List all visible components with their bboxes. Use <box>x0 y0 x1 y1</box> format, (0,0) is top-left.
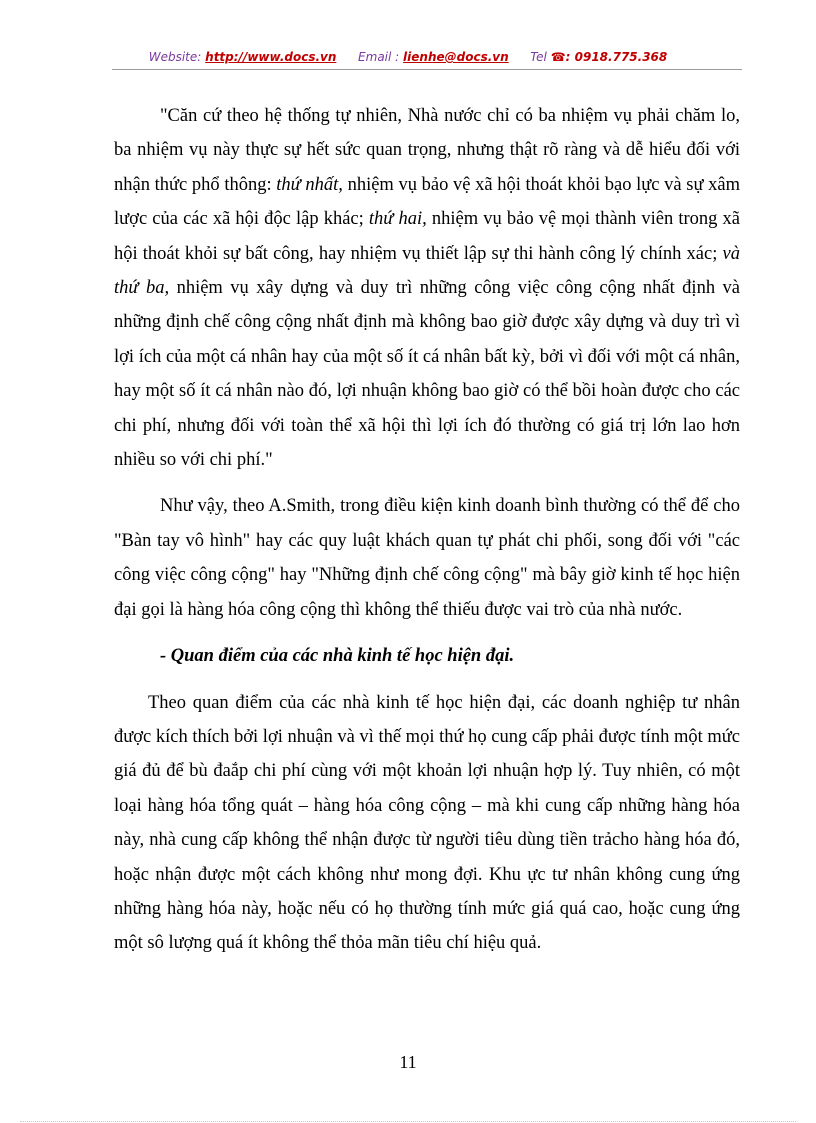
emphasis-second: thứ hai, <box>368 209 427 230</box>
email-link[interactable]: lienhe@docs.vn <box>403 50 509 64</box>
header-divider <box>112 69 742 70</box>
emphasis-third: và thứ ba, <box>114 243 740 299</box>
phone-icon: ☎ <box>550 50 566 64</box>
modern-view-paragraph: Theo quan điểm của các nhà kinh tế học hiện đại, các doanh nghiệp tư nhân được kích thích bởi lợi nhuận và vì thế mọi thứ họ cung cấp phải được tính một mức giá đủ để bù đaắp chi phí cùng với một khoản lợi nhuận hợp lý. Tuy nhiên, có một loại hàng hóa tổng quát – hàng hóa công cộng – mà khi cung cấp những hàng hóa này, nhà cung cấp không thể nhận được từ người tiêu dùng tiền trảcho hàng hóa đó, hoặc nhận được một cách không như mong đợi. Khu ực tư nhân không cung ứng những hàng hóa này, hoặc nếu có họ thường tính mức giá quá cao, hoặc cung ứng một sô lượng quá ít không thể thỏa mãn tiêu chí hiệu quả. <box>114 692 740 954</box>
tel-value: : 0918.775.368 <box>565 50 668 64</box>
emphasis-first: thứ nhất, <box>276 174 343 195</box>
website-label: Website: <box>148 50 202 64</box>
page-number: 11 <box>399 1052 417 1072</box>
document-body <box>114 99 740 961</box>
tel-label: Tel <box>530 50 547 64</box>
footer-divider <box>20 1121 796 1122</box>
quote-paragraph: "Căn cứ theo hệ thống tự nhiên, Nhà nước chỉ có ba nhiệm vụ phải chăm lo, ba nhiệm vụ này thực sự hết sức quan trọng, nhưng thật rõ ràng và dễ hiểu đối với nhận thức phổ thông: thứ nhất, nhiệm vụ bảo vệ xã hội thoát khỏi bạo lực và sự xâm lược của các xã hội độc lập khác; thứ hai, nhiệm vụ bảo vệ mọi thành viên trong xã hội thoát khỏi sự bất công, hay nhiệm vụ thiết lập sự thi hành công lý chính xác; và thứ ba, nhiệm vụ xây dựng và duy trì những công việc công cộng nhất định và những định chế công cộng nhất định mà không bao giờ được xây dựng và duy trì vì lợi ích của một cá nhân hay của một số ít cá nhân bất kỳ, bởi vì đối với một cá nhân, hay một số ít cá nhân nào đó, lợi nhuận không bao giờ có thể bồi hoàn được cho các chi phí, nhưng đối với toàn thể xã hội thì lợi ích đó thường có giá trị lớn lao hơn nhiều so với chi phí." <box>114 106 741 471</box>
email-label: Email : <box>358 50 400 64</box>
page-header <box>0 50 816 64</box>
smith-paragraph: Như vậy, theo A.Smith, trong điều kiện kinh doanh bình thường có thể để cho "Bàn tay vô hình" hay các quy luật khách quan tự phát chi phối, song đối với "các công việc công cộng" hay "Những định chế công cộng" mà bây giờ kinh tế học hiện đại gọi là hàng hóa công cộng thì không thể thiếu được vai trò của nhà nước. <box>114 496 740 620</box>
section-heading: - Quan điểm của các nhà kinh tế học hiện đại. <box>160 646 515 667</box>
website-link[interactable]: http://www.docs.vn <box>205 50 337 64</box>
